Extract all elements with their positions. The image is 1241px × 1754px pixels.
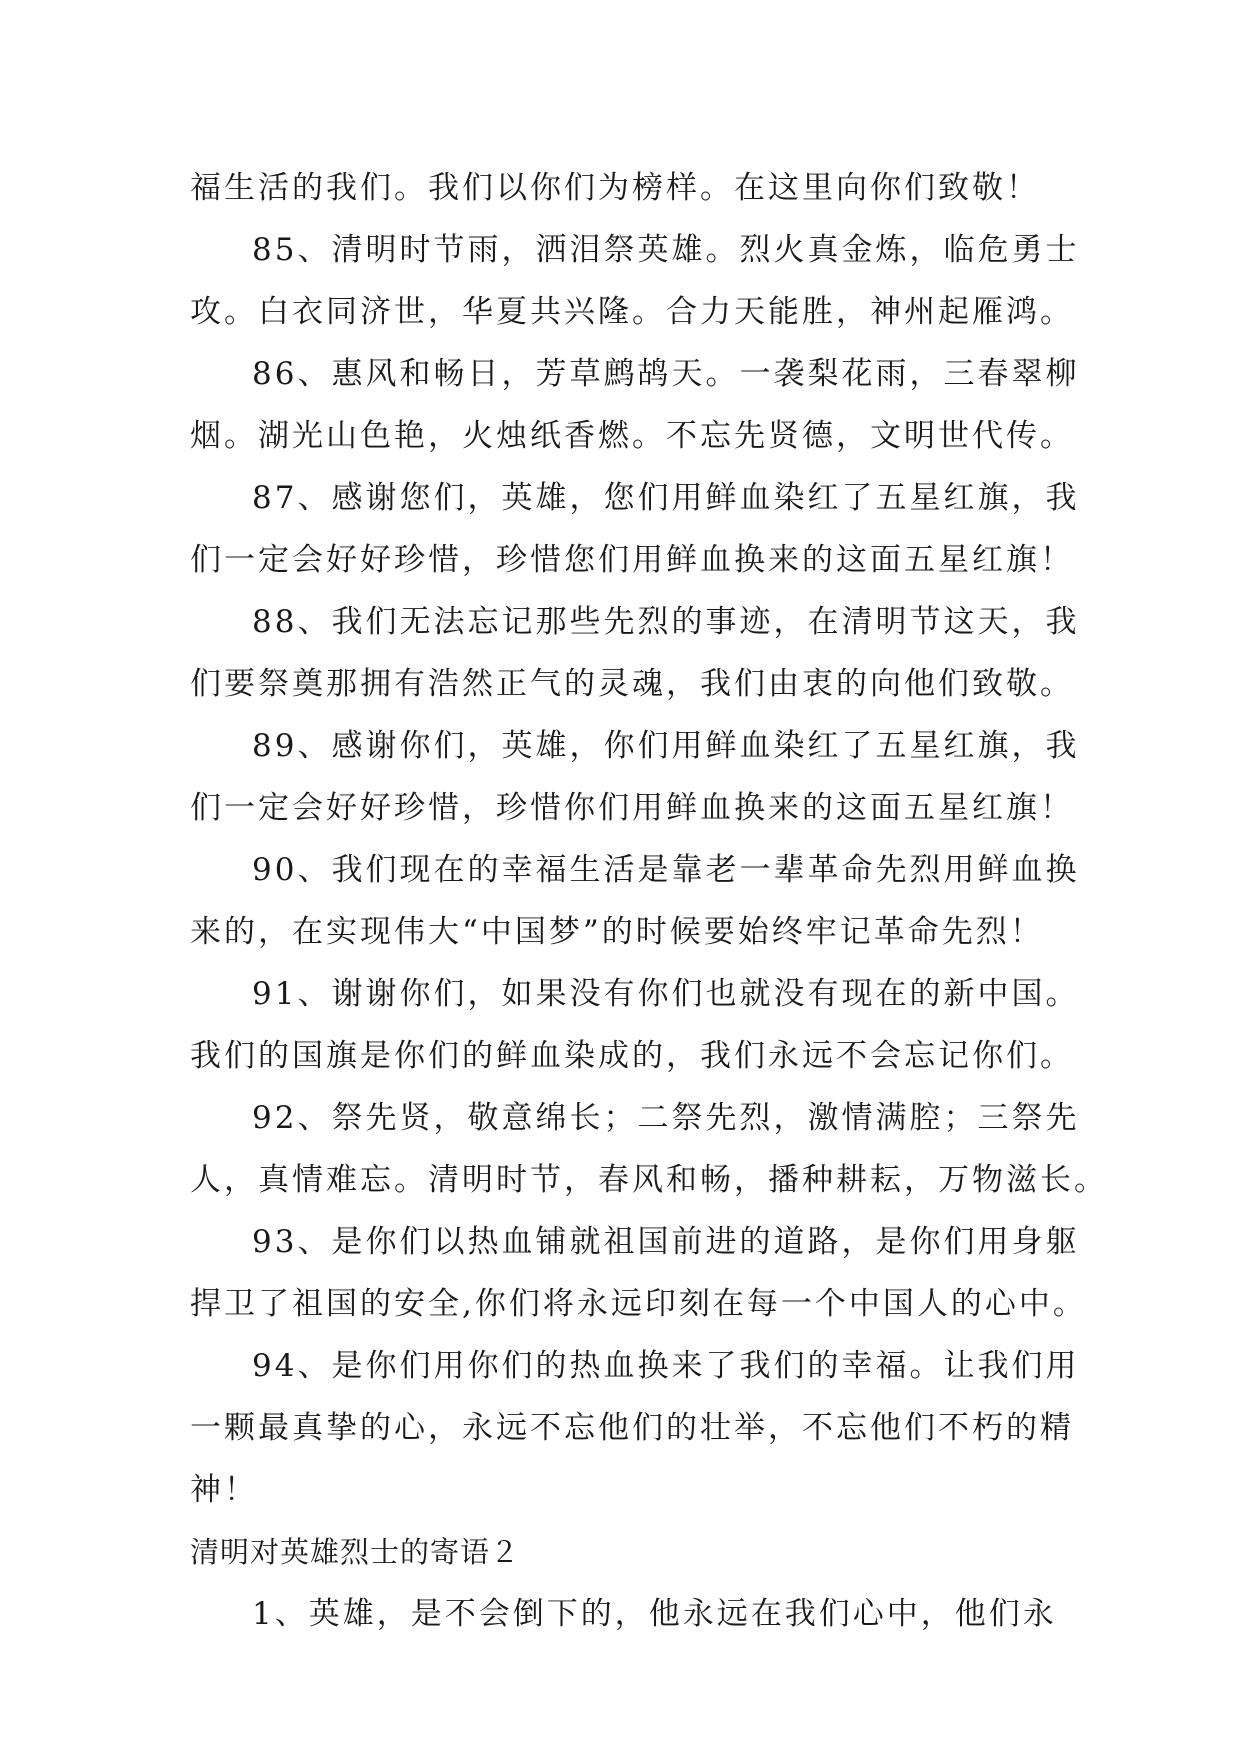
text-line: 来的，在实现伟大“中国梦”的时候要始终牢记革命先烈！ [190,914,1044,950]
text-line: 85、清明时节雨，洒泪祭英雄。烈火真金炼，临危勇士 [252,232,1080,268]
text-line: 91、谢谢你们，如果没有你们也就没有现在的新中国。 [252,976,1080,1012]
text-line: 们要祭奠那拥有浩然正气的灵魂，我们由衷的向他们致敬。 [190,666,1074,702]
text-line: 1、英雄，是不会倒下的，他永远在我们心中，他们永 [252,1596,1057,1632]
text-line: 90、我们现在的幸福生活是靠老一辈革命先烈用鲜血换 [252,852,1080,888]
text-line: 福生活的我们。我们以你们为榜样。在这里向你们致敬！ [190,170,1040,206]
text-line: 94、是你们用你们的热血换来了我们的幸福。让我们用 [252,1348,1080,1384]
text-line: 88、我们无法忘记那些先烈的事迹，在清明节这天，我 [252,604,1080,640]
text-line: 87、感谢您们，英雄，您们用鲜血染红了五星红旗，我 [252,480,1080,516]
text-line: 92、祭先贤，敬意绵长；二祭先烈，激情满腔；三祭先 [252,1100,1080,1136]
text-line: 86、惠风和畅日，芳草鹧鸪天。一袭梨花雨，三春翠柳 [252,356,1080,392]
text-line: 93、是你们以热血铺就祖国前进的道路，是你们用身躯 [252,1224,1080,1260]
text-line: 们一定会好好珍惜，珍惜您们用鲜血换来的这面五星红旗！ [190,542,1074,578]
text-line: 们一定会好好珍惜，珍惜你们用鲜血换来的这面五星红旗！ [190,790,1074,826]
text-line: 一颗最真挚的心，永远不忘他们的壮举，不忘他们不朽的精 [190,1410,1074,1446]
text-line: 烟。湖光山色艳，火烛纸香燃。不忘先贤德，文明世代传。 [190,418,1074,454]
text-line: 攻。白衣同济世，华夏共兴隆。合力天能胜，神州起雁鸿。 [190,294,1074,330]
text-line: 捍卫了祖国的安全,你们将永远印刻在每一个中国人的心中。 [190,1286,1087,1322]
text-line: 人，真情难忘。清明时节，春风和畅，播种耕耘，万物滋长。 [190,1162,1108,1198]
text-line: 89、感谢你们，英雄，你们用鲜血染红了五星红旗，我 [252,728,1080,764]
text-line: 我们的国旗是你们的鲜血染成的，我们永远不会忘记你们。 [190,1038,1074,1074]
section-heading: 清明对英雄烈士的寄语２ [190,1535,521,1569]
text-line: 神！ [190,1472,258,1508]
